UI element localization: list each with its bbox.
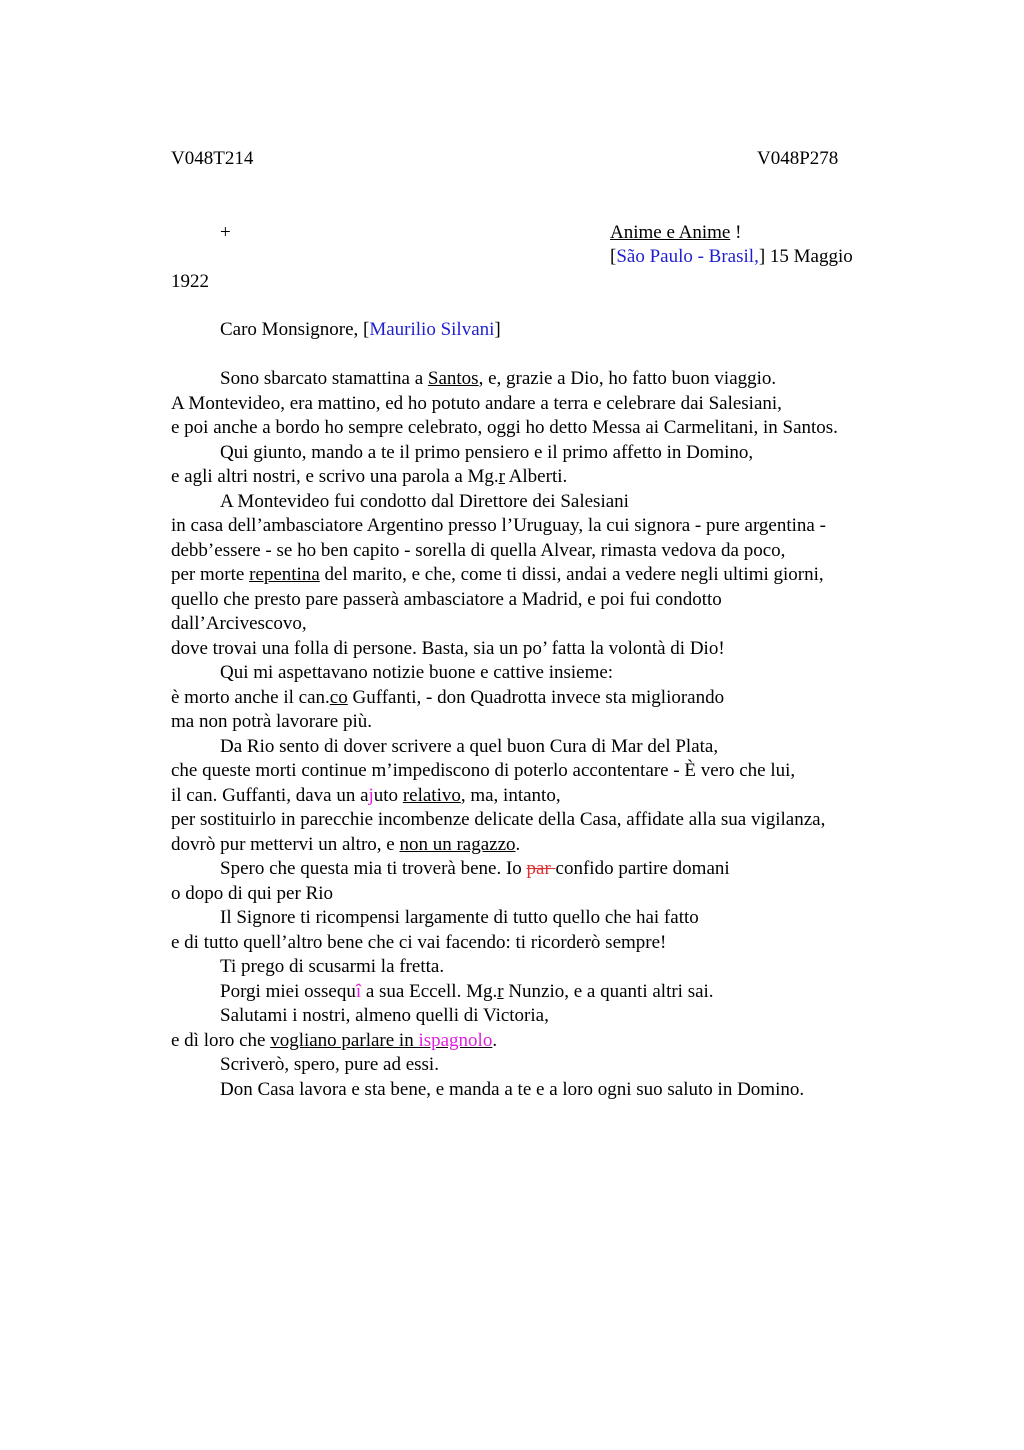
body-line: Qui giunto, mando a te il primo pensiero e il primo affetto in Domino,: [220, 442, 754, 463]
letter-title-mark: !: [730, 222, 742, 243]
deleted-word: par: [526, 858, 556, 879]
text-run: , ma, intanto,: [460, 785, 561, 806]
body-line: Da Rio sento di dover scrivere a quel buon Cura di Mar del Plata,: [220, 736, 719, 757]
document-code-right: V048P278: [757, 148, 839, 169]
salutation-text: Caro Monsignore,: [220, 319, 364, 340]
date-year: 1922: [171, 271, 209, 292]
text-run: Guffanti, - don Quadrotta invece sta migliorando: [347, 687, 725, 708]
body-line: Scriverò, spero, pure ad essi.: [220, 1054, 439, 1075]
body-line: [171, 1029, 497, 1053]
text-run: a sua Eccell. Mg.: [361, 981, 498, 1002]
letter-title: [610, 222, 741, 244]
bracket-open: [: [610, 246, 617, 267]
corrected-letter: î: [355, 981, 362, 1002]
body-line: dall’Arcivescovo,: [171, 613, 307, 634]
body-line: [171, 784, 561, 808]
body-line: o dopo di qui per Rio: [171, 883, 334, 904]
bracket-close: ]: [494, 319, 501, 340]
body-line: [171, 465, 567, 489]
text-run: del marito, e che, come ti dissi, andai a vedere negli ultimi giorni,: [319, 564, 824, 585]
body-line: A Montevideo, era mattino, ed ho potuto andare a terra e celebrare dai Salesiani,: [171, 393, 782, 414]
salutation: [220, 319, 501, 341]
recipient-name: Maurilio Silvani: [369, 319, 495, 340]
text-run: .: [515, 834, 521, 855]
underlined-word: Santos: [427, 368, 479, 389]
underlined-word: repentina: [249, 564, 320, 585]
corrected-letter: j: [368, 785, 374, 806]
document-code-left: V048T214: [171, 148, 254, 169]
underlined-abbreviation: co: [329, 687, 348, 708]
text-run: Porgi miei ossequ: [220, 981, 356, 1002]
body-line: e poi anche a bordo ho sempre celebrato, oggi ho detto Messa ai Carmelitani, in Santos.: [171, 417, 838, 438]
text-run: il can. Guffanti, dava un a: [171, 785, 369, 806]
underlined-phrase: [270, 1030, 492, 1051]
text-run: dovrò pur mettervi un altro, e: [171, 834, 400, 855]
text-run: Spero che questa mia ti troverà bene. Io: [220, 858, 527, 879]
body-line: A Montevideo fui condotto dal Direttore dei Salesiani: [220, 491, 629, 512]
body-line: ma non potrà lavorare più.: [171, 711, 373, 732]
text-run: , e, grazie a Dio, ho fatto buon viaggio.: [478, 368, 777, 389]
underlined-word: relativo: [402, 785, 461, 806]
text-run: Alberti.: [504, 466, 568, 487]
text-run: per morte: [171, 564, 250, 585]
corrected-word: ispagnolo: [418, 1030, 493, 1051]
text-run: è morto anche il can.: [171, 687, 330, 708]
body-line: per sostituirlo in parecchie incombenze delicate della Casa, affidate alla sua vigilanza,: [171, 809, 826, 830]
text-run: .: [492, 1030, 498, 1051]
body-line: debb’essere - se ho ben capito - sorella di quella Alvear, rimasta vedova da poco,: [171, 540, 786, 561]
body-line: quello che presto pare passerà ambasciatore a Madrid, e poi fui condotto: [171, 589, 722, 610]
body-line: in casa dell’ambasciatore Argentino presso l’Uruguay, la cui signora - pure argentina -: [171, 515, 826, 536]
body-line: Il Signore ti ricompensi largamente di tutto quello che hai fatto: [220, 907, 699, 928]
body-line: Don Casa lavora e sta bene, e manda a te e a loro ogni suo saluto in Domino.: [220, 1079, 805, 1100]
text-run: uto: [373, 785, 403, 806]
text-run: e dì loro che: [171, 1030, 271, 1051]
underlined-abbreviation: r: [497, 981, 504, 1002]
place-name: São Paulo - Brasil,: [616, 246, 759, 267]
text-run: Nunzio, e a quanti altri sai.: [503, 981, 714, 1002]
body-line: [171, 833, 520, 857]
date-day-month: 15 Maggio: [765, 246, 853, 267]
body-line: Qui mi aspettavano notizie buone e cattive insieme:: [220, 662, 614, 683]
body-line: dove trovai una folla di persone. Basta, sia un po’ fatta la volontà di Dio!: [171, 638, 725, 659]
body-line: Ti prego di scusarmi la fretta.: [220, 956, 445, 977]
body-line: e di tutto quell’altro bene che ci vai facendo: ti ricorderò sempre!: [171, 932, 667, 953]
text-run: e agli altri nostri, e scrivo una parola a Mg.: [171, 466, 499, 487]
body-line: [171, 686, 724, 710]
bracket-open: [: [363, 319, 370, 340]
body-line: [220, 367, 776, 391]
underlined-phrase: non un ragazzo: [399, 834, 516, 855]
text-run: confido partire domani: [555, 858, 730, 879]
body-line: [220, 857, 730, 881]
bracket-close: ]: [758, 246, 766, 267]
body-line: [171, 563, 824, 587]
body-line: [220, 980, 714, 1004]
letter-title-text: Anime e Anime: [610, 222, 731, 243]
text-run: Sono sbarcato stamattina a: [220, 368, 428, 389]
body-line: che queste morti continue m’impediscono di poterlo accontentare - È vero che lui,: [171, 760, 796, 781]
underlined-abbreviation: r: [498, 466, 505, 487]
cross-mark: +: [220, 222, 231, 243]
body-line: Salutami i nostri, almeno quelli di Victoria,: [220, 1005, 549, 1026]
text-run: vogliano parlare in: [270, 1030, 419, 1051]
place-date: [610, 246, 853, 268]
